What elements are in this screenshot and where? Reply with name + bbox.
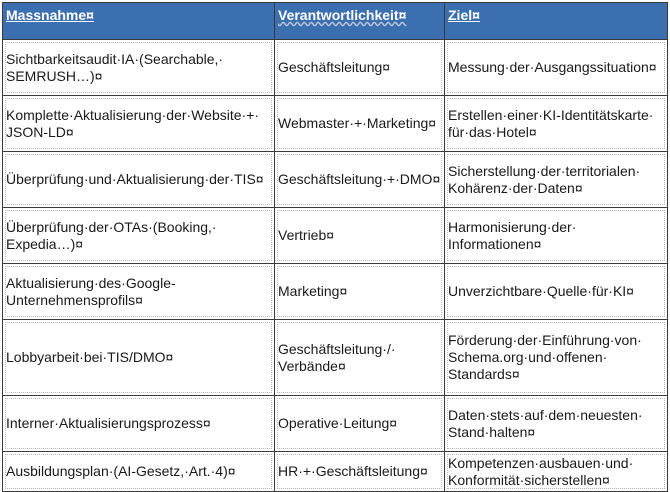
header-text: Verantwortlichkeit¤ — [278, 7, 407, 23]
header-massnahme[interactable] — [2, 2, 275, 40]
cell-massnahme[interactable] — [2, 319, 275, 396]
cell-ziel[interactable] — [444, 151, 668, 208]
cell-text: Überprüfung·und·Aktualisierung·der·TIS¤ — [6, 171, 264, 187]
header-ziel[interactable] — [444, 2, 668, 40]
cell-text: Komplette·Aktualisierung·der·Website·+· JSON-LD¤ — [6, 106, 260, 140]
cell-verantwortlichkeit[interactable] — [274, 395, 445, 452]
cell-text: Harmonisierung·der· Informationen¤ — [448, 218, 577, 252]
cell-massnahme[interactable] — [2, 95, 275, 152]
cell-text: Daten·stets·auf·dem·neuesten· Stand·halten¤ — [448, 406, 643, 440]
cell-ziel[interactable] — [444, 451, 668, 492]
cell-text: Ausbildungsplan·(AI-Gesetz,·Art.·4)¤ — [6, 463, 236, 479]
measures-table — [2, 2, 668, 492]
cell-massnahme[interactable] — [2, 207, 275, 264]
cell-text: Sicherstellung·der·territorialen· Kohärenz·der·Daten¤ — [448, 162, 641, 196]
cell-massnahme[interactable] — [2, 395, 275, 452]
cell-text: Geschäftsleitung·/· Verbände¤ — [278, 340, 396, 374]
cell-massnahme[interactable] — [2, 39, 275, 96]
cell-massnahme[interactable] — [2, 263, 275, 320]
cell-text: Erstellen·einer·KI-Identitätskarte· für·das·Hotel¤ — [448, 106, 654, 140]
header-text: Ziel¤ — [448, 7, 480, 23]
cell-text: Interner·Aktualisierungsprozess¤ — [6, 415, 211, 431]
cell-ziel[interactable] — [444, 95, 668, 152]
cell-text: Operative·Leitung¤ — [278, 415, 398, 431]
cell-verantwortlichkeit[interactable] — [274, 39, 445, 96]
cell-ziel[interactable] — [444, 263, 668, 320]
cell-ziel[interactable] — [444, 319, 668, 396]
table-row — [2, 208, 668, 264]
cell-ziel[interactable] — [444, 39, 668, 96]
cell-verantwortlichkeit[interactable] — [274, 95, 445, 152]
cell-verantwortlichkeit[interactable] — [274, 263, 445, 320]
table-header-row — [2, 2, 668, 40]
cell-ziel[interactable] — [444, 207, 668, 264]
cell-text: Vertrieb¤ — [278, 227, 335, 243]
header-text: Massnahme¤ — [6, 7, 94, 23]
cell-text: Webmaster·+·Marketing¤ — [278, 115, 437, 131]
table-row — [2, 396, 668, 452]
cell-text: Überprüfung·der·OTAs·(Booking,· Expedia…)¤ — [6, 218, 217, 252]
cell-massnahme[interactable] — [2, 451, 275, 492]
cell-text: Marketing¤ — [278, 283, 348, 299]
cell-verantwortlichkeit[interactable] — [274, 451, 445, 492]
cell-text: Kompetenzen·ausbauen·und· Konformität·sicherstellen¤ — [448, 454, 634, 488]
cell-text: Messung·der·Ausgangssituation¤ — [448, 59, 657, 75]
cell-text: Lobbyarbeit·bei·TIS/DMO¤ — [6, 349, 174, 365]
header-verantwortlichkeit[interactable] — [274, 2, 445, 40]
cell-text: HR·+·Geschäftsleitung¤ — [278, 463, 428, 479]
table-row — [2, 320, 668, 396]
cell-text: Unverzichtbare·Quelle·für·KI¤ — [448, 283, 634, 299]
cell-massnahme[interactable] — [2, 151, 275, 208]
table-row — [2, 96, 668, 152]
cell-text: Förderung·der·Einführung·von· Schema.org·und·offenen· Standards¤ — [448, 332, 642, 382]
cell-verantwortlichkeit[interactable] — [274, 207, 445, 264]
cell-text: Geschäftsleitung¤ — [278, 59, 391, 75]
table-row — [2, 152, 668, 208]
cell-text: Aktualisierung·des·Google- Unternehmensprofils¤ — [6, 274, 176, 308]
table-row — [2, 40, 668, 96]
cell-verantwortlichkeit[interactable] — [274, 319, 445, 396]
cell-verantwortlichkeit[interactable] — [274, 151, 445, 208]
cell-text: Geschäftsleitung·+·DMO¤ — [278, 171, 441, 187]
cell-ziel[interactable] — [444, 395, 668, 452]
table-row — [2, 264, 668, 320]
cell-text: Sichtbarkeitsaudit·IA·(Searchable,· SEMRUSH…)¤ — [6, 50, 224, 84]
table-row — [2, 452, 668, 492]
